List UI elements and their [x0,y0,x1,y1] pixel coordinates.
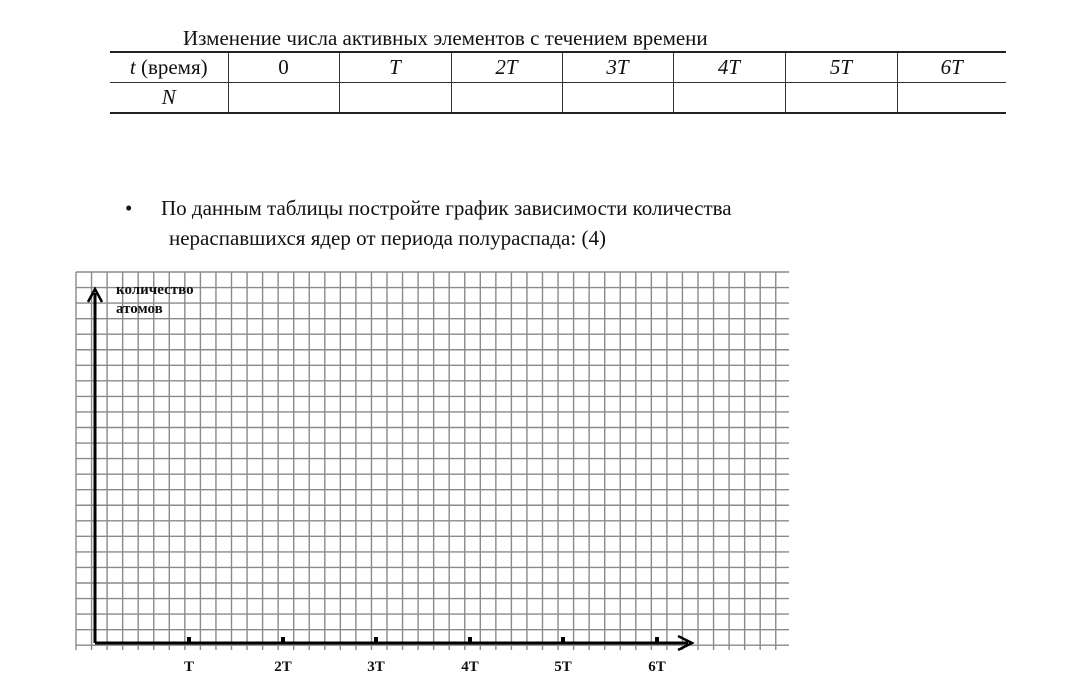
x-axis-tick-mark [655,637,659,644]
table-cell-time: 3T [562,52,673,83]
table-cell-time: 2T [451,52,562,83]
x-axis-tick-mark [187,637,191,644]
table-cell-time: 5T [785,52,897,83]
x-axis-tick-label: T [183,659,195,675]
bullet-point: • [125,196,133,220]
x-axis-tick-mark [561,637,565,644]
table-header-time: t (время) [110,52,228,83]
table-cell-time: T [339,52,451,83]
y-axis-label-line2: атомов [116,301,163,317]
x-axis-tick-mark [374,637,378,644]
task-text-line1: По данным таблицы постройте график зависимости количества [161,196,732,220]
table-cell-time: 0 [228,52,339,83]
grid-lines [76,272,789,650]
x-axis-tick-mark [281,637,285,644]
table-cell-time: 6T [897,52,1006,83]
x-axis-tick-label: 3T [367,659,385,675]
table-cell-time: 4T [673,52,785,83]
x-axis-tick-label: 6T [648,659,666,675]
x-axis-tick-mark [468,637,472,644]
x-axis-tick-label: 2T [274,659,292,675]
y-axis-label [116,281,194,319]
axes [88,289,692,650]
x-axis-tick-label: 4T [461,659,479,675]
y-axis-label-line1: количество [116,282,194,298]
table-caption: Изменение числа активных элементов с течением времени [183,26,708,50]
table-header-n: N [110,83,228,114]
x-axis-tick-label: 5T [554,659,572,675]
task-text-line2: нераспавшихся ядер от периода полураспада: (4) [169,226,606,250]
